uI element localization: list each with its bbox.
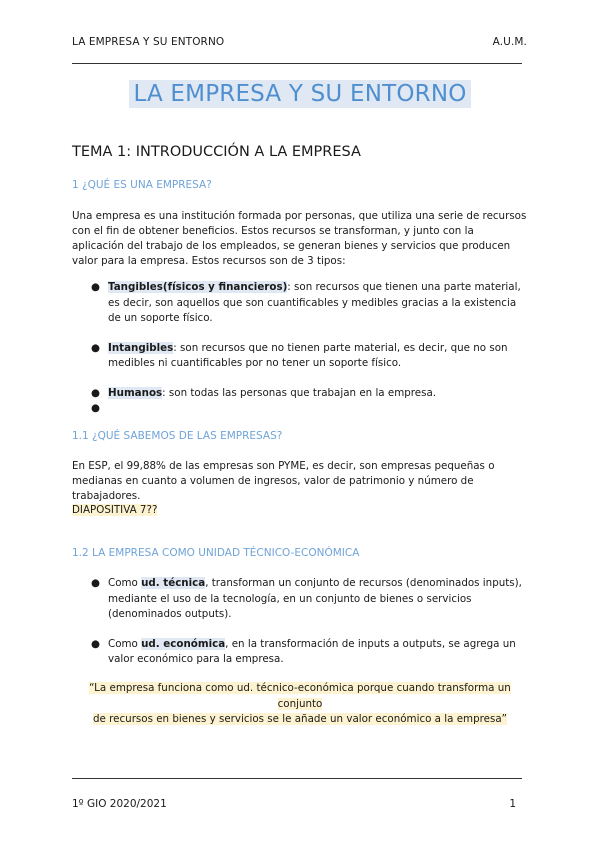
list-item-text: : son todas las personas que trabajan en la empresa. — [162, 386, 437, 399]
bullet-icon: ● — [91, 341, 100, 354]
slide-note-text: DIAPOSITIVA 7?? — [72, 504, 158, 516]
list-item-term: Humanos — [108, 386, 163, 399]
bullet-icon: ● — [91, 637, 100, 650]
list-item-term: ud. técnica — [141, 577, 206, 589]
list-item-term: ud. económica — [141, 637, 226, 650]
section-heading-1-2: 1.2 LA EMPRESA COMO UNIDAD TÉCNICO-ECONÓMICA — [72, 547, 360, 559]
list-item — [72, 341, 527, 372]
list-item-empty — [72, 401, 527, 417]
section-1-1-paragraph: En ESP, el 99,88% de las empresas son PYME, es decir, son empresas pequeñas o medianas en cuanto a volumen de ingresos, valor de patrimonio y número de trabajadores. — [72, 460, 495, 502]
list-item-term: Intangibles — [108, 341, 174, 354]
quote-line-2: de recursos en bienes y servicios se le añade un valor económico a la empresa” — [93, 713, 507, 725]
list-item — [72, 576, 527, 623]
bullet-icon: ● — [91, 402, 100, 414]
section-heading-1-1: 1.1 ¿QUÉ SABEMOS DE LAS EMPRESAS? — [72, 430, 283, 442]
bullet-icon: ● — [91, 281, 100, 293]
header-left: LA EMPRESA Y SU ENTORNO — [72, 36, 225, 48]
slide-note — [72, 503, 157, 518]
bullet-icon: ● — [91, 577, 100, 589]
resource-types-list — [72, 280, 527, 417]
list-item — [72, 386, 527, 402]
section-heading-1: 1 ¿QUÉ ES UNA EMPRESA? — [72, 179, 212, 191]
topic-heading: TEMA 1: INTRODUCCIÓN A LA EMPRESA — [72, 144, 361, 160]
page-number: 1 — [509, 798, 516, 810]
list-item — [72, 280, 527, 327]
list-item-term: Tangibles(físicos y financieros) — [108, 281, 288, 293]
list-item — [72, 637, 527, 668]
unit-list — [72, 576, 527, 668]
list-item-prefix: Como — [108, 637, 142, 650]
header-right: A.U.M. — [492, 36, 527, 48]
list-item-text: , en la transformación de inputs a outputs, se agrega un valor económico para la empresa. — [108, 637, 516, 665]
list-item-text: , transforman un conjunto de recursos (denominados inputs), mediante el uso de la tecnología, en un conjunto de bienes o servicios (denominados outputs). — [108, 577, 522, 620]
list-item-text: : son recursos que no tienen parte material, es decir, que no son medibles ni cuantificables por no tener un soporte físico. — [108, 341, 508, 369]
footer-rule — [72, 778, 522, 779]
bullet-icon: ● — [91, 386, 100, 399]
quote-line-1: “La empresa funciona como ud. técnico-económica porque cuando transforma un conjunto — [89, 682, 511, 710]
header-rule — [72, 63, 522, 64]
footer-left: 1º GIO 2020/2021 — [72, 798, 167, 810]
section-1-paragraph: Una empresa es una institución formada por personas, que utiliza una serie de recursos con el fin de obtener beneficios. Estos recursos se transforman, y junto con la aplicación del trabajo de los empleados, se generan bienes y servicios que producen valor para la empresa. Estos recursos son de 3 tipos: — [72, 210, 527, 267]
list-item-prefix: Como — [108, 577, 142, 589]
page-title: LA EMPRESA Y SU ENTORNO — [129, 80, 470, 108]
title-container — [0, 80, 600, 108]
highlighted-quote — [72, 681, 528, 728]
list-item-text: : son recursos que tienen una parte material, es decir, son aquellos que son cuantificables y medibles gracias a la existencia de un soporte físico. — [108, 281, 521, 324]
